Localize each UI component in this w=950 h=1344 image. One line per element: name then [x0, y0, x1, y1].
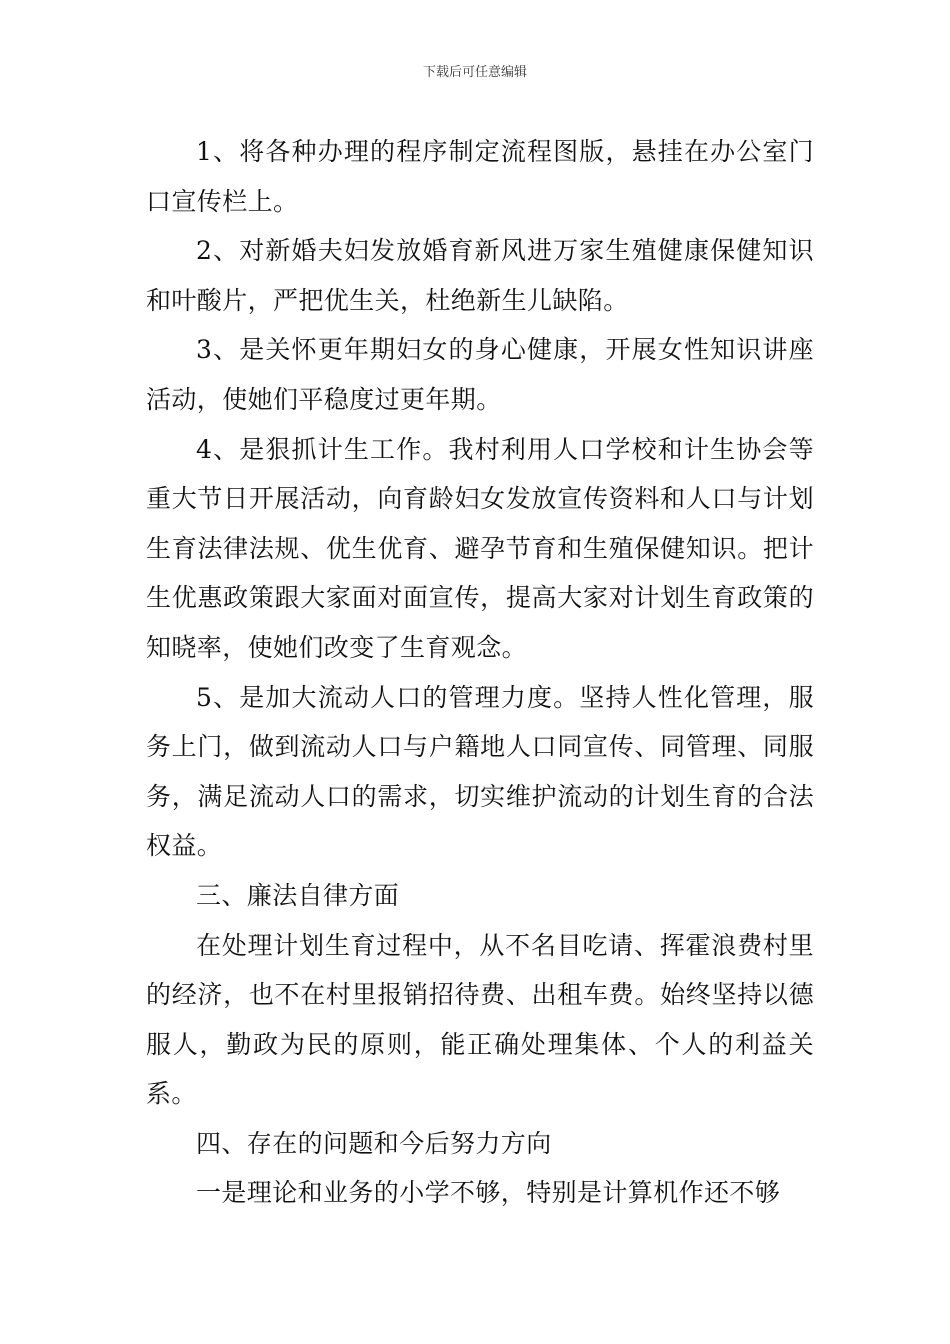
paragraph-item-3: 3、是关怀更年期妇女的身心健康，开展女性知识讲座活动，使她们平稳度过更年期。	[146, 335, 814, 414]
paragraph-item-1: 1、将各种办理的程序制定流程图版，悬挂在办公室门口宣传栏上。	[146, 137, 814, 216]
document-body	[146, 127, 814, 1218]
paragraph-item-4: 4、是狠抓计生工作。我村利用人口学校和计生协会等重大节日开展活动，向育龄妇女发放宣传资料和人口与计划生育法律法规、优生优育、避孕节育和生殖保健知识。把计生优惠政策跟大家面对面宣传，提高大家对计划生育政策的知晓率，使她们改变了生育观念。	[146, 434, 814, 662]
paragraph-item-2: 2、对新婚夫妇发放婚育新风进万家生殖健康保健知识和叶酸片，严把优生关，杜绝新生儿缺陷。	[146, 236, 814, 315]
page-header: 下载后可任意编辑	[422, 65, 527, 80]
section-3-paragraph: 在处理计划生育过程中，从不名目吃请、挥霍浪费村里的经济，也不在村里报销招待费、出租车费。始终坚持以德服人，勤政为民的原则，能正确处理集体、个人的利益关系。	[146, 930, 814, 1109]
paragraph-item-5: 5、是加大流动人口的管理力度。坚持人性化管理，服务上门，做到流动人口与户籍地人口同宣传、同管理、同服务，满足流动人口的需求，切实维护流动的计划生育的合法权益。	[146, 682, 814, 861]
section-heading-3: 三、廉法自律方面	[196, 880, 400, 910]
section-heading-4: 四、存在的问题和今后努力方向	[196, 1128, 552, 1158]
section-4-paragraph: 一是理论和业务的小学不够，特别是计算机作还不够	[196, 1178, 781, 1208]
